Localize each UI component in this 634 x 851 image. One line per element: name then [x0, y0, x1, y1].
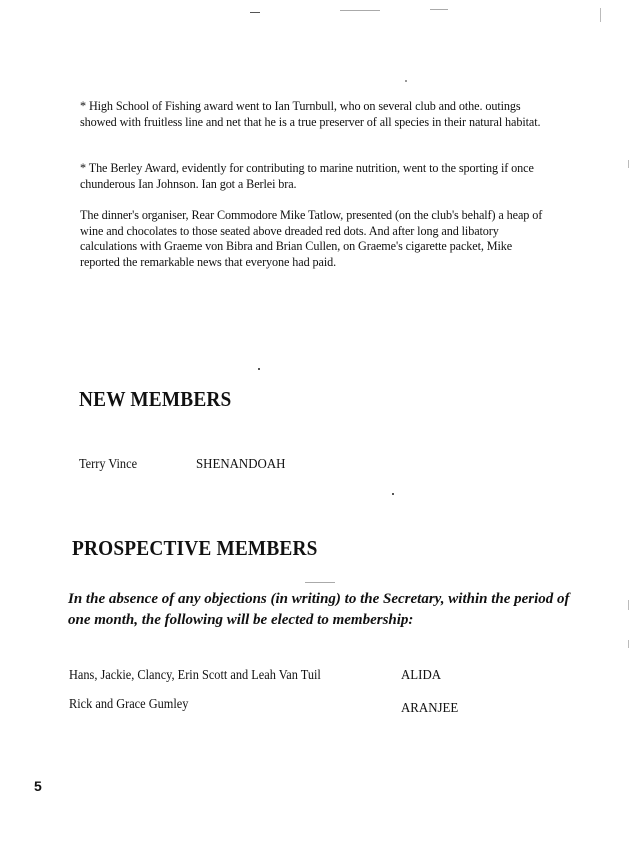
dinner-organiser-paragraph: The dinner's organiser, Rear Commodore Mike Tatlow, presented (on the club's behalf) a heap of wine and chocolates to those seated above dreaded red dots. And after long and libatory calculations with Graeme von Bibra and Brian Cullen, on Graeme's cigarette packet, Mike reported the remarkable news that everyone had paid.	[80, 208, 543, 269]
scan-speck	[600, 8, 601, 22]
scan-speck	[258, 368, 260, 370]
award-paragraph-fishing: * High School of Fishing award went to Ian Turnbull, who on several club and othe. outings showed with fruitless line and net that he is a true preserver of all species in their natural habitat.	[80, 99, 541, 129]
member-boat: ALIDA	[401, 668, 442, 683]
scan-speck	[628, 600, 629, 610]
page-number: 5	[34, 778, 42, 794]
new-members-heading: NEW MEMBERS	[79, 387, 232, 411]
scan-speck	[250, 12, 260, 13]
scan-speck	[405, 80, 407, 82]
scan-speck	[392, 493, 394, 495]
member-name: Rick and Grace Gumley	[69, 697, 189, 712]
prospective-members-heading: PROSPECTIVE MEMBERS	[72, 536, 318, 560]
scan-speck	[340, 10, 380, 11]
membership-notice: In the absence of any objections (in writing) to the Secretary, within the period of one month, the following will be elected to membership:	[68, 591, 570, 628]
scan-speck	[628, 160, 629, 168]
award-paragraph-berley: * The Berley Award, evidently for contributing to marine nutrition, went to the sporting if once chunderous Ian Johnson. Ian got a Berlei bra.	[80, 161, 534, 191]
scan-speck	[628, 640, 629, 648]
scan-speck	[430, 9, 448, 10]
scan-speck	[305, 582, 335, 583]
member-name: Terry Vince	[79, 457, 138, 472]
member-boat: ARANJEE	[401, 701, 459, 716]
member-boat: SHENANDOAH	[196, 457, 286, 472]
member-name: Hans, Jackie, Clancy, Erin Scott and Leah Van Tuil	[69, 668, 321, 683]
